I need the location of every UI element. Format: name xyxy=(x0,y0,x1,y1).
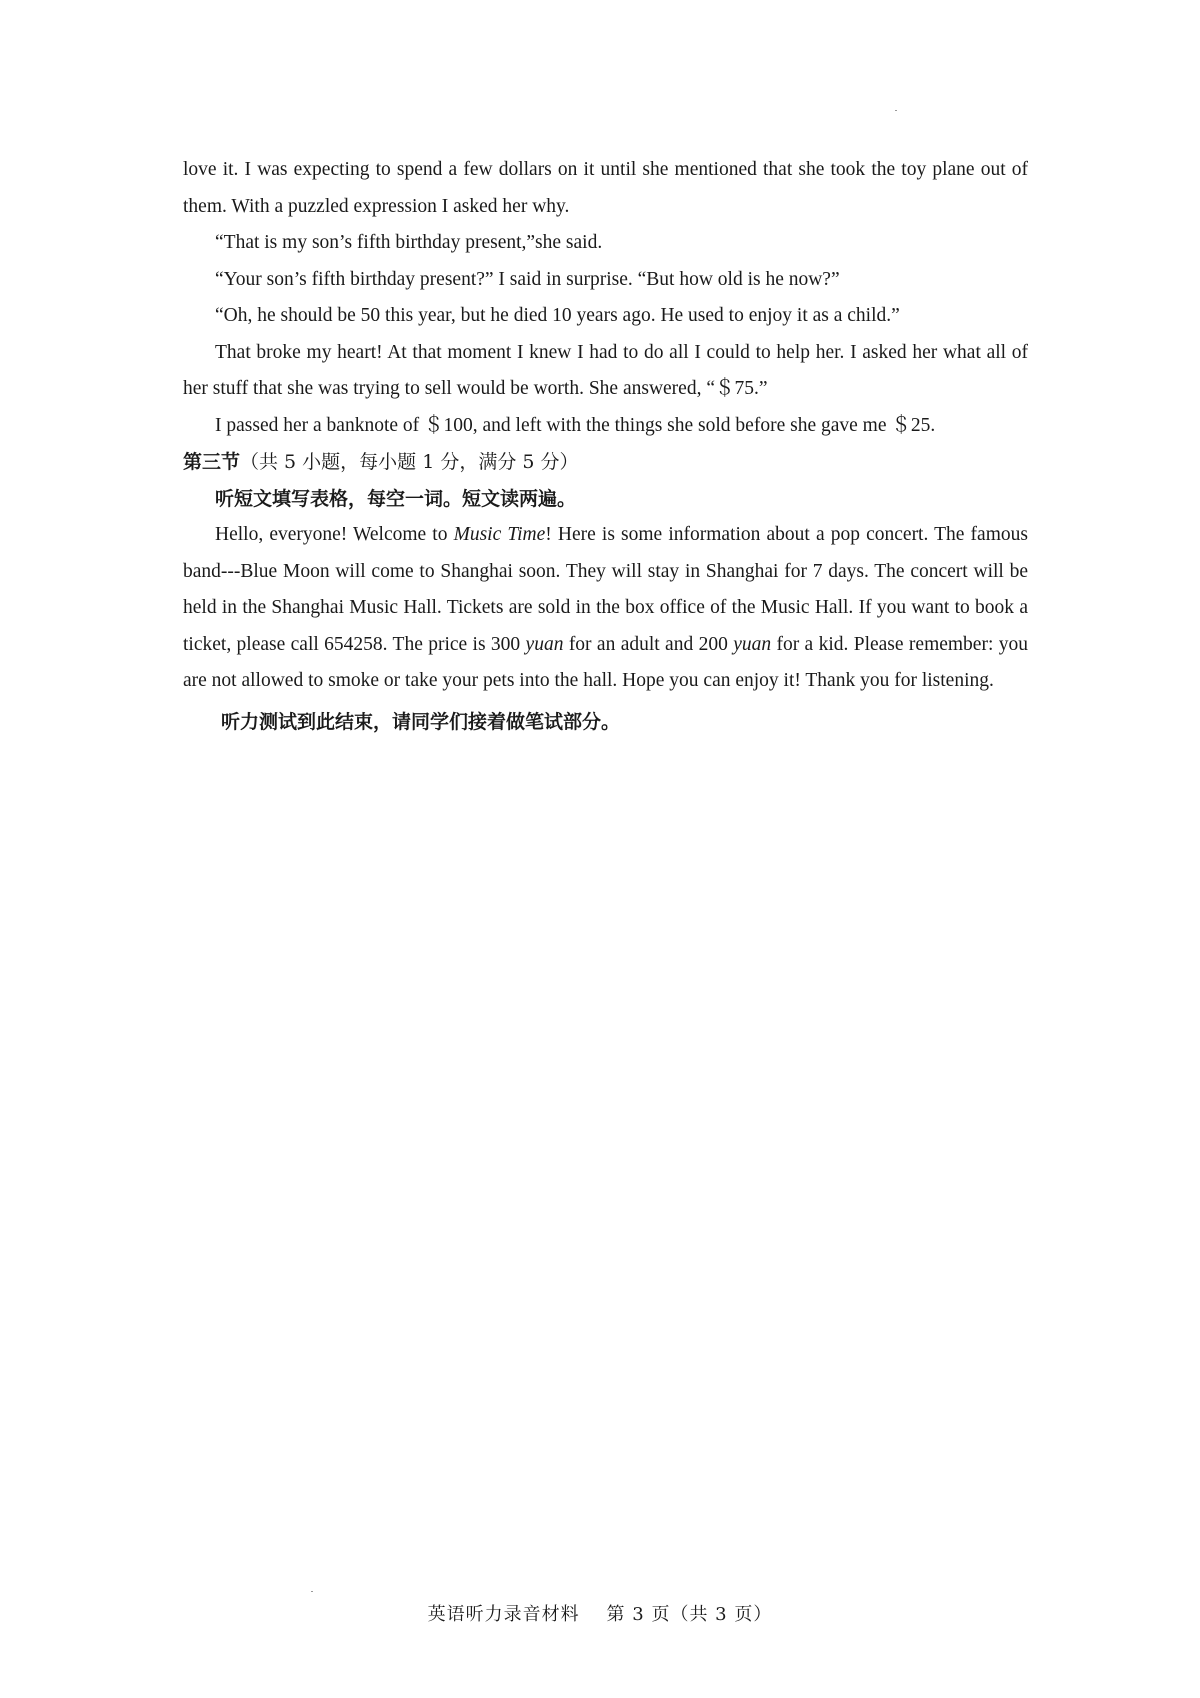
passage-text: ! Here is some information about a pop concert. The famous band---Blue Moon will come to Shanghai soon. They will stay in Shanghai for 7 days. The concert will be held in the Shanghai Music Hall. Tickets are sold in the box office of the Music Hall. If you want to book a ticket, please call 654258. The price is 300 xyxy=(183,524,1028,655)
paragraph-banknote: I passed her a banknote of ＄100, and left with the things she sold before she gave me ＄25. xyxy=(215,414,936,436)
section-3-title: 第三节 xyxy=(183,451,241,473)
page-content xyxy=(183,152,1028,740)
passage-text: Hello, everyone! Welcome to xyxy=(215,524,454,545)
scan-speck xyxy=(895,110,897,111)
paragraph-concert-passage xyxy=(183,517,1028,700)
paragraph-broke-heart: That broke my heart! At that moment I knew I had to do all I could to help her. I asked her what all of her stuff that she was trying to sell would be worth. She answered, “＄75.” xyxy=(183,341,1028,399)
section-3-heading xyxy=(183,444,1028,481)
yuan-word: yuan xyxy=(733,633,772,655)
yuan-word: yuan xyxy=(525,633,564,655)
paragraph-continued-story: love it. I was expecting to spend a few dollars on it until she mentioned that she took the toy plane out of them. With a puzzled expression I asked her why. xyxy=(183,159,1028,217)
page-footer xyxy=(0,1600,1200,1626)
footer-page-number: 第 3 页（共 3 页） xyxy=(606,1604,773,1625)
passage-text: for a kid. Please remember: you are not allowed to smoke or take your pets into the hall. Hope you can enjoy it! Thank you for listening. xyxy=(183,633,1028,691)
paragraph-dialogue-3: “Oh, he should be 50 this year, but he died 10 years ago. He used to enjoy it as a child.” xyxy=(215,305,900,326)
listening-end-note: 听力测试到此结束，请同学们接着做笔试部分。 xyxy=(221,710,621,733)
paragraph-dialogue-2: “Your son’s fifth birthday present?” I said in surprise. “But how old is he now?” xyxy=(215,268,840,290)
scan-speck xyxy=(311,1591,313,1592)
paragraph-dialogue-1: “That is my son’s fifth birthday present,”she said. xyxy=(215,232,603,253)
section-3-instruction: 听短文填写表格，每空一词。短文读两遍。 xyxy=(215,487,577,510)
passage-text: for an adult and 200 xyxy=(563,633,734,655)
section-3-note: （共 5 小题，每小题 1 分，满分 5 分） xyxy=(240,451,579,473)
footer-material-label: 英语听力录音材料 xyxy=(427,1604,580,1625)
music-time-title: Music Time xyxy=(453,524,546,545)
